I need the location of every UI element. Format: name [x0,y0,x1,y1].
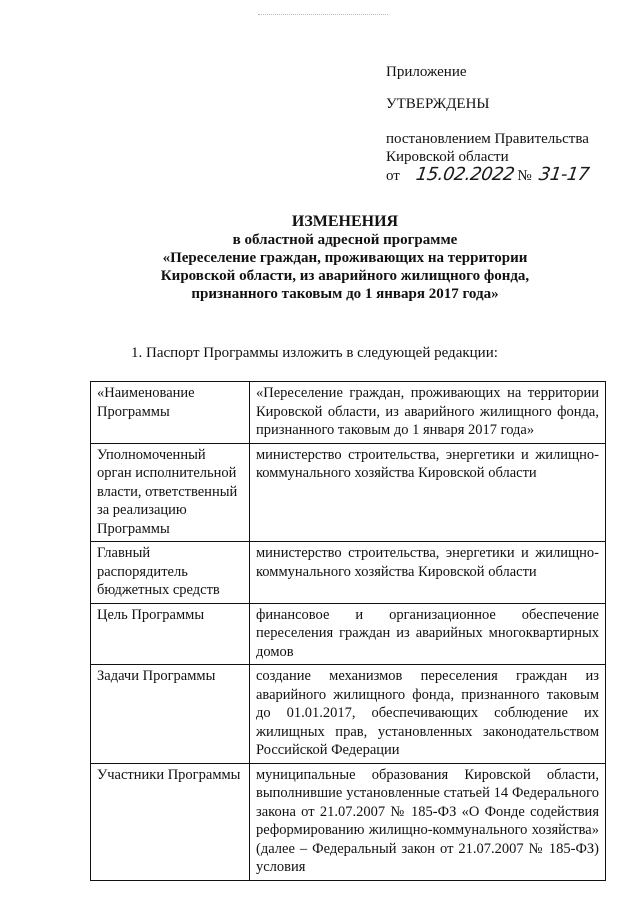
row-label: Задачи Программы [91,665,250,764]
table-row [91,763,606,880]
row-value: министерство строительства, энергетики и жилищно-коммунального хозяйства Кировской области [250,542,606,604]
row-label: Главный распорядитель бюджетных средств [91,542,250,604]
from-label: от [386,168,400,184]
item-1-text: 1. Паспорт Программы изложить в следующей редакции: [131,345,498,361]
handwritten-date: 15.02.2022 [414,164,516,185]
approved-by-line1: постановлением Правительства [386,131,589,147]
scan-artifact [258,14,388,17]
row-value: муниципальные образования Кировской области, выполнившие установленные статьей 14 Федерального закона от 21.07.2007 № 185-ФЗ «О Фонде содействия реформированию жилищно-коммунального хозяйства» (далее – Федеральный закон от 21.07.2007 № 185-ФЗ) условия [250,763,606,880]
table-row [91,443,606,542]
title-line-4: Кировской области, из аварийного жилищного фонда, [160,268,530,284]
table-row [91,665,606,764]
approved-by-line2: Кировской области [386,149,509,165]
table-row [91,542,606,604]
appendix-label: Приложение [386,64,467,80]
row-label: Уполномоченный орган исполнительной власти, ответственный за реализацию Программы [91,443,250,542]
row-label: Цель Программы [91,603,250,665]
row-value: «Переселение граждан, проживающих на территории Кировской области, из аварийного жилищного фонда, признанного таковым до 1 января 2017 года» [250,382,606,444]
table-row [91,603,606,665]
row-value: создание механизмов переселения граждан из аварийного жилищного фонда, признанного таковым до 01.01.2017, обеспечивающих соблюдение их жилищных прав, установленных законодательством Российской Федерации [250,665,606,764]
handwritten-number: 31-17 [538,164,591,185]
row-label: Участники Программы [91,763,250,880]
document-title [80,213,610,303]
approval-block [386,63,626,185]
number-sign: № [517,168,532,184]
passport-table [90,381,606,881]
approved-label: УТВЕРЖДЕНЫ [386,96,490,112]
row-value: министерство строительства, энергетики и жилищно-коммунального хозяйства Кировской области [250,443,606,542]
row-label: «Наименование Программы [91,382,250,444]
title-heading: ИЗМЕНЕНИЯ [291,213,399,230]
title-line-3: «Переселение граждан, проживающих на территории [162,250,528,266]
title-line-5: признанного таковым до 1 января 2017 года» [191,286,499,302]
row-value: финансовое и организационное обеспечение переселения граждан из аварийных многоквартирных домов [250,603,606,665]
title-line-2: в областной адресной программе [232,232,458,248]
table-row [91,382,606,444]
date-number-row [386,166,626,185]
